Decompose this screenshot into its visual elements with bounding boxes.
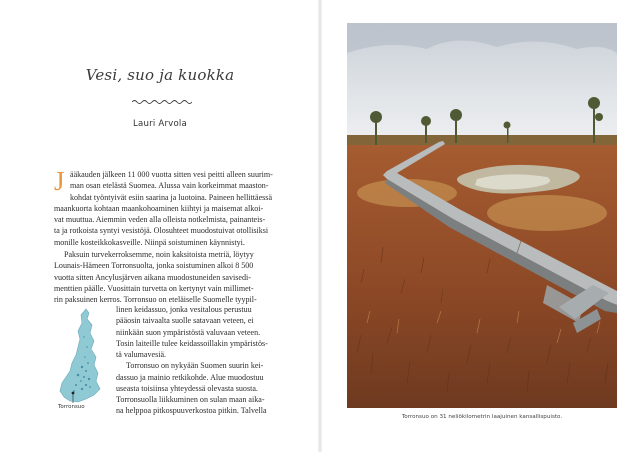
text-line: niinkään suon ympäristöstä valuvaan veteen. [116,327,261,337]
article-author: Lauri Arvola [133,119,187,129]
finland-map [56,307,108,407]
text-line: kohdat työntyivät esiin saarina ja luotoina. Paineen hellittäessä [70,192,273,202]
text-line: Torronsuo on nykyään Suomen suurin kei- [126,361,264,371]
text-line: menttien päälle. Vuosittain turvetta on kertynyt vain millimet- [54,283,254,293]
text-line: monille kosteikkokasveille. Niinpä soistuminen käynnistyi. [54,237,245,247]
text-line: ääkauden jälkeen 11 000 vuotta sitten vesi peitti alleen suurim- [70,170,273,179]
bog-photo [347,23,617,408]
text-line: ta ja rotkoista syntyi vesistöjä. Olosuhteet muodostuivat otollisiksi [54,226,269,236]
article-title: Vesi, suo ja kuokka [85,66,235,84]
paragraph-1 [54,166,274,248]
paragraph-2-wrapped [116,304,274,417]
map-label: Torronsuo [58,404,85,410]
wave-ornament [132,98,192,106]
text-line: tä valumavesiä. [116,350,167,359]
text-line: rin paksuinen kerros. Torronsuo on eteläiselle Suomelle tyypil- [54,295,257,304]
drop-cap: J [54,166,65,196]
text-line: maankuorta kohtaan maankohoaminen kiihtyi ja maisemat alkoi- [54,203,264,213]
text-line: vat muuttua. Aiemmin veden alla olleista notkelmista, painanteis- [54,215,266,224]
text-line: Tosin laiteille tulee keidassoillakin ympäristös- [116,338,268,348]
paragraph-2 [54,249,274,305]
text-line: useasta toisiinsa yhteydessä olevasta suosta. [116,383,258,393]
photo-caption: Torronsuo on 31 neliökilometrin laajuinen kansallispuisto. [401,414,563,420]
text-line: linen keidassuo, jonka vesitalous perustuu [116,305,252,314]
text-line: Torronsuolla liikkuminen on sulan maan aika- [116,395,265,404]
text-line: vuotta sitten Ancylusjärven aikana muodostuneiden savisedi- [54,272,251,282]
text-line: dassuo ja mainio retkikohde. Alue muodostuu [116,372,264,382]
text-line: Lounais-Hämeen Torronsuolta, jonka soistuminen alkoi 8 500 [54,261,254,271]
text-line: Paksuin turvekerroksemme, noin kaksitoista metriä, löytyy [64,250,254,259]
text-line: man osan etelästä Suomea. Alussa vain korkeimmat maaston- [70,181,269,191]
text-line: pääosin taivaalta suolle satavaan veteen, ei [116,316,254,326]
text-line: na helppoa pitkospuuverkostoa pitkin. Talvella [116,406,267,416]
